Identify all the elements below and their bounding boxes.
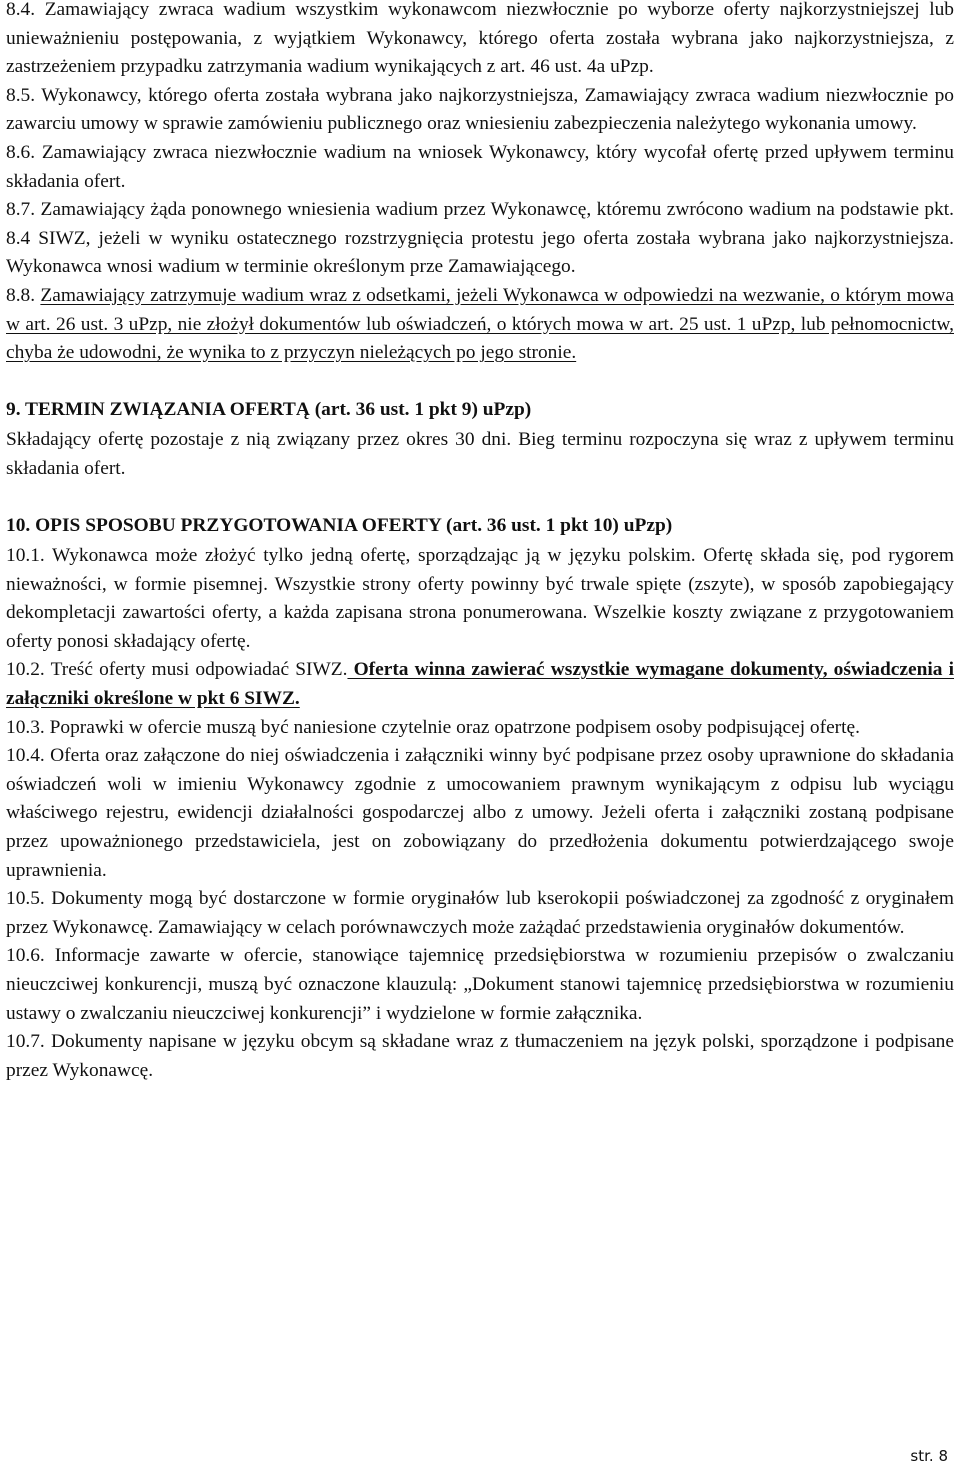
paragraph-10-2-text: 10.2. Treść oferty musi odpowiadać SIWZ.	[6, 659, 348, 681]
paragraph-10-6: 10.6. Informacje zawarte w ofercie, stanowiące tajemnicę przedsiębiorstwa w rozumieniu przepisów o zwalczaniu nieuczciwej konkurencji, muszą być oznaczone klauzulą: „Dokument stanowi tajemnicę przedsiębiorstwa w rozumieniu ustawy o zwalczaniu nieuczciwej konkurencji” i wydzielone w formie załącznika.	[6, 945, 954, 1024]
page-number: str. 8	[910, 1447, 948, 1465]
paragraph-8-8-underlined-text: Zamawiający zatrzymuje wadium wraz z odsetkami, jeżeli Wykonawca w odpowiedzi na wezwanie, o którym mowa w art. 26 ust. 3 uPzp, nie złożył dokumentów lub oświadczeń, o których mowa w art. 25 ust. 1 uPzp, lub pełnomocnictw, chyba że udowodni, że wynika to z przyczyn nieleżących po jego stronie.	[6, 284, 954, 364]
paragraph-10-7: 10.7. Dokumenty napisane w języku obcym są składane wraz z tłumaczeniem na język polski, sporządzone i podpisane przez Wykonawcę.	[6, 1031, 954, 1081]
section-9-heading: 9. TERMIN ZWIĄZANIA OFERTĄ (art. 36 ust. 1 pkt 9) uPzp)	[6, 398, 532, 420]
paragraph-10-4: 10.4. Oferta oraz załączone do niej oświadczenia i załączniki winny być podpisane przez osoby uprawnione do składania oświadczeń woli w imieniu Wykonawcy zgodnie z umocowaniem prawnym wynikającym z odpisu lub wyciągu właściwego rejestru, ewidencji działalności gospodarczej albo z umowy. Jeżeli oferta i załączniki zostaną podpisane przez upoważnionego przedstawiciela, jest on zobowiązany do przedłożenia dokumentu potwierdzającego swoje uprawnienia.	[6, 745, 954, 881]
paragraph-10-1: 10.1. Wykonawca może złożyć tylko jedną ofertę, sporządzając ją w języku polskim. Ofertę składa się, pod rygorem nieważności, w formie pisemnej. Wszystkie strony oferty powinny być trwale spięte (zszyte), w sposób zapobiegający dekompletacji zawartości oferty, a każda zapisana strona ponumerowana. Wszelkie koszty związane z przygotowaniem oferty ponosi składający ofertę.	[6, 545, 954, 652]
paragraph-8-8	[6, 282, 954, 368]
paragraph-8-7: 8.7. Zamawiający żąda ponownego wniesienia wadium przez Wykonawcę, któremu zwrócono wadium na podstawie pkt. 8.4 SIWZ, jeżeli w wyniku ostatecznego rozstrzygnięcia protestu jego oferta została wybrana jako najkorzystniejsza. Wykonawca wnosi wadium w terminie określonym prze Zamawiającego.	[6, 199, 954, 278]
paragraph-10-5: 10.5. Dokumenty mogą być dostarczone w formie oryginałów lub kserokopii poświadczonej za zgodność z oryginałem przez Wykonawcę. Zamawiający w celach porównawczych może zażądać przedstawienia oryginałów dokumentów.	[6, 888, 954, 938]
paragraph-8-6: 8.6. Zamawiający zwraca niezwłocznie wadium na wniosek Wykonawcy, który wycofał ofertę przed upływem terminu składania ofert.	[6, 141, 954, 192]
paragraph-8-5: 8.5. Wykonawcy, którego oferta została wybrana jako najkorzystniejsza, Zamawiający zwraca wadium niezwłocznie po zawarciu umowy w sprawie zamówieniu publicznego oraz wniesieniu zabezpieczenia należytego wykonania umowy.	[6, 84, 954, 135]
paragraph-10-2	[6, 656, 954, 713]
paragraph-10-2-emphasis: Oferta winna zawierać wszystkie wymagane dokumenty, oświadczenia i załączniki określone w pkt 6 SIWZ.	[6, 659, 955, 710]
section-10-heading: 10. OPIS SPOSOBU PRZYGOTOWANIA OFERTY (art. 36 ust. 1 pkt 10) uPzp)	[6, 514, 673, 536]
section-8-continuation	[6, 0, 954, 368]
paragraph-9: Składający ofertę pozostaje z nią związany przez okres 30 dni. Bieg terminu rozpoczyna się wraz z upływem terminu składania ofert.	[6, 429, 954, 479]
paragraph-8-8-number: 8.8.	[6, 284, 41, 306]
paragraph-8-4: 8.4. Zamawiający zwraca wadium wszystkim wykonawcom niezwłocznie po wyborze oferty najkorzystniejszej lub unieważnieniu postępowania, z wyjątkiem Wykonawcy, którego oferta została wybrana jako najkorzystniejsza, z zastrzeżeniem przypadku zatrzymania wadium wynikających z art. 46 ust. 4a uPzp.	[6, 0, 954, 78]
paragraph-10-3: 10.3. Poprawki w ofercie muszą być naniesione czytelnie oraz opatrzone podpisem osoby podpisującej ofertę.	[6, 716, 860, 738]
